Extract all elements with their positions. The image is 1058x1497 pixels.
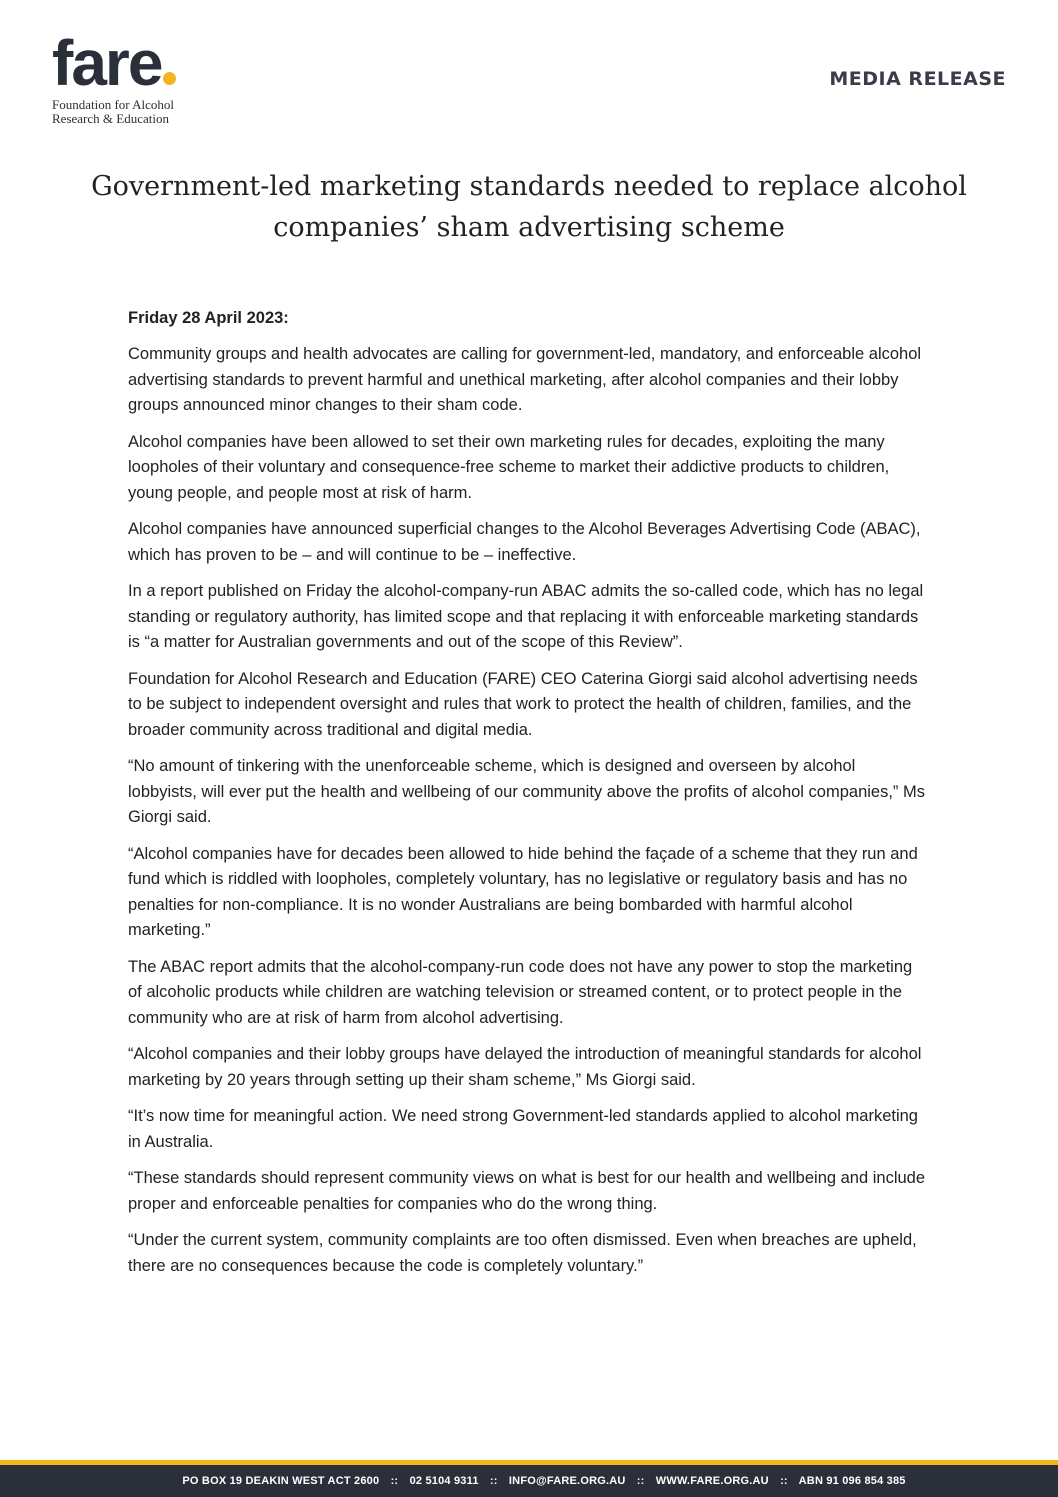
paragraph: Foundation for Alcohol Research and Education (FARE) CEO Caterina Giorgi said alcohol advertising needs to be subject to independent oversight and rules that work to protect the health of children, families, and the broader community across traditional and digital media. bbox=[128, 669, 918, 739]
logo-wordmark: fare bbox=[52, 34, 212, 92]
footer-contact-bar bbox=[0, 1465, 1058, 1497]
footer-separator: :: bbox=[636, 1475, 645, 1487]
paragraph: “No amount of tinkering with the unenforceable scheme, which is designed and overseen by alcohol lobbyists, will ever put the health and wellbeing of our community above the profits of alcohol companies,” Ms Giorgi said. bbox=[128, 757, 925, 826]
logo-dot bbox=[163, 72, 176, 85]
logo-subtitle-line2: Research & Education bbox=[52, 111, 169, 126]
paragraph: In a report published on Friday the alcohol-company-run ABAC admits the so-called code, which has no legal standing or regulatory authority, has limited scope and that replacing it with enforceable marketing standards is “a matter for Australian governments and out of the scope of this Review”. bbox=[128, 582, 924, 651]
paragraph: The ABAC report admits that the alcohol-company-run code does not have any power to stop the marketing of alcoholic products while children are watching television or streamed content, or to protect people in the community who are at risk of harm from alcohol advertising. bbox=[128, 957, 913, 1027]
footer-email-link[interactable]: INFO@FARE.ORG.AU bbox=[508, 1475, 626, 1487]
paragraph: Alcohol companies have been allowed to set their own marketing rules for decades, exploiting the many loopholes of their voluntary and consequence-free scheme to market their addictive products to children, young people, and people most at risk of harm. bbox=[128, 432, 890, 502]
media-release-label: MEDIA RELEASE bbox=[829, 68, 1006, 90]
paragraph: “Alcohol companies have for decades been allowed to hide behind the façade of a scheme that they run and fund which is riddled with loopholes, completely voluntary, has no legislative or regulatory basis and has no penalties for non-compliance. It is no wonder Australians are being bombarded with harmful alcohol marketing.” bbox=[128, 844, 918, 939]
footer-separator: :: bbox=[780, 1475, 788, 1487]
headline: Government-led marketing standards needed to replace alcohol companies’ sham advertising scheme bbox=[91, 171, 967, 243]
footer-separator: :: bbox=[390, 1475, 399, 1487]
fare-logo bbox=[52, 27, 212, 126]
paragraph: Alcohol companies have announced superficial changes to the Alcohol Beverages Advertising Code (ABAC), which has proven to be – and will continue to be – ineffective. bbox=[128, 520, 921, 564]
paragraph: “Under the current system, community complaints are too often dismissed. Even when breaches are upheld, there are no consequences because the code is completely voluntary.” bbox=[128, 1231, 917, 1275]
logo-subtitle-line1: Foundation for Alcohol bbox=[52, 97, 175, 112]
footer-address: PO BOX 19 DEAKIN WEST ACT 2600 bbox=[182, 1475, 380, 1487]
footer-separator: :: bbox=[489, 1475, 498, 1487]
paragraph: “Alcohol companies and their lobby groups have delayed the introduction of meaningful standards for alcohol marketing by 20 years through setting up their sham scheme,” Ms Giorgi said. bbox=[128, 1045, 922, 1089]
paragraph: “These standards should represent community views on what is best for our health and wellbeing and include proper and enforceable penalties for companies who do the wrong thing. bbox=[128, 1169, 926, 1213]
dateline: Friday 28 April 2023: bbox=[128, 309, 289, 327]
paragraph: Community groups and health advocates are calling for government-led, mandatory, and enforceable alcohol advertising standards to prevent harmful and unethical marketing, after alcohol companies and their lobby groups announced minor changes to their sham code. bbox=[128, 345, 922, 414]
logo-subtitle bbox=[52, 98, 192, 126]
paragraph: “It’s now time for meaningful action. We need strong Government-led standards applied to alcohol marketing in Australia. bbox=[128, 1107, 918, 1151]
footer-website-link[interactable]: WWW.FARE.ORG.AU bbox=[655, 1475, 769, 1487]
footer-phone: 02 5104 9311 bbox=[409, 1475, 479, 1487]
footer-abn: ABN 91 096 854 385 bbox=[798, 1475, 906, 1487]
article-body bbox=[128, 306, 928, 1290]
